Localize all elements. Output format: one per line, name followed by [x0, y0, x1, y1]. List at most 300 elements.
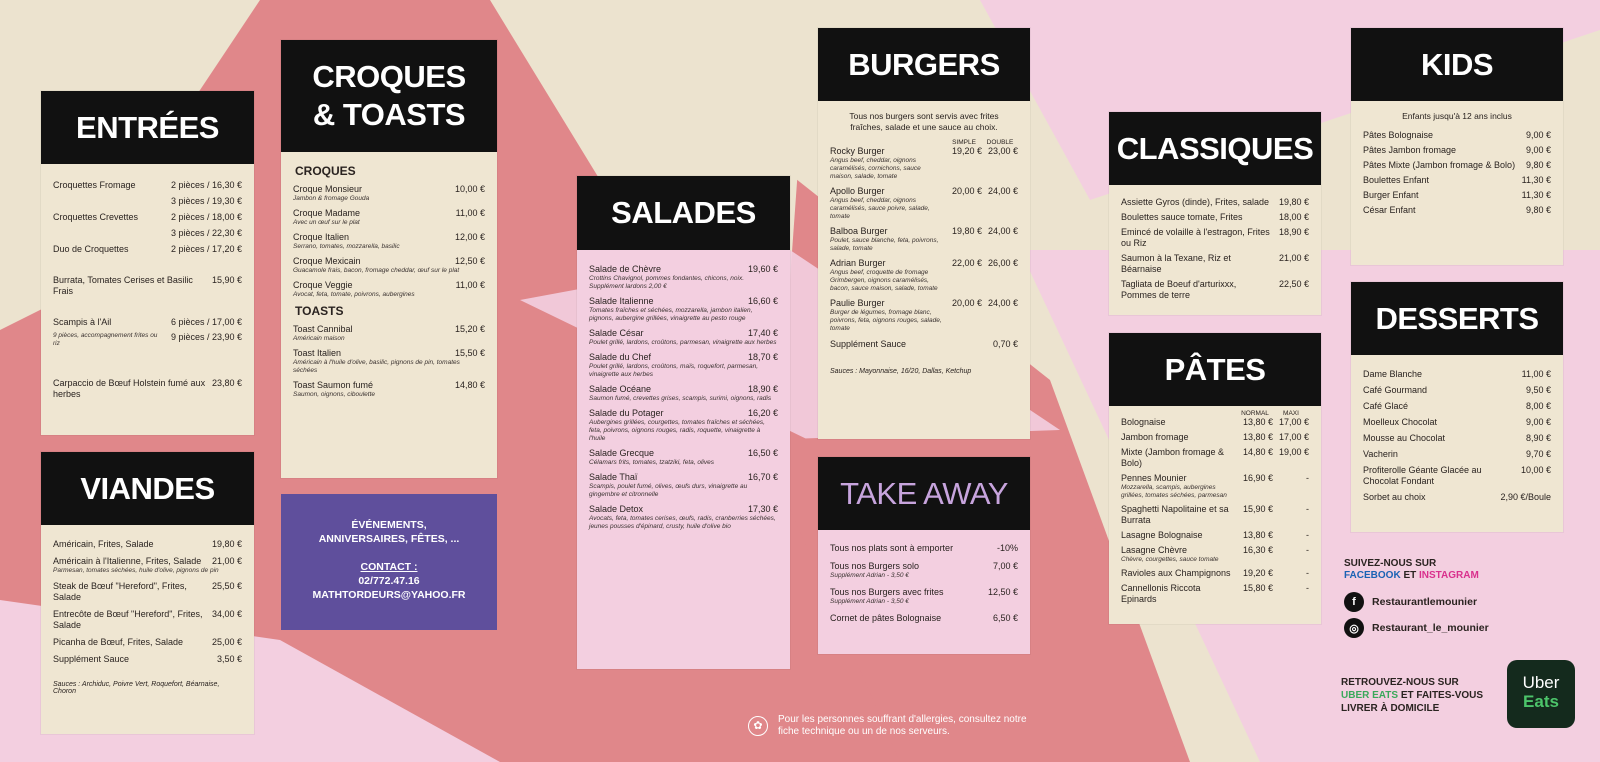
menu-item [1363, 205, 1551, 216]
item-row [589, 408, 778, 419]
menu-item [53, 654, 242, 665]
item-row [1121, 227, 1309, 249]
contact-phone[interactable]: 02/772.47.16 [358, 575, 420, 587]
item-name: Salade du Chef [589, 352, 652, 362]
menu-item [1363, 433, 1551, 444]
item-name: Burger Enfant [1363, 190, 1419, 200]
item-row [589, 296, 778, 307]
item-name: Dame Blanche [1363, 369, 1423, 379]
menu-item [293, 232, 485, 251]
item-name: Paulie Burger [830, 298, 885, 308]
menu-item [1363, 449, 1551, 460]
item-name: Croque Madame [293, 208, 361, 218]
item-price: 9,00 € [1525, 145, 1551, 155]
item-row [1363, 401, 1551, 412]
item-price: 10,00 € [454, 184, 485, 194]
menu-item [1363, 160, 1551, 171]
item-name: Croque Veggie [293, 280, 353, 290]
menu-item [53, 228, 242, 239]
item-name: Croque Mexicain [293, 256, 361, 266]
menu-item [830, 226, 1018, 253]
menu-item [589, 328, 778, 347]
burgers-title: BURGERS [818, 28, 1030, 101]
viandes-footer: Sauces : Archiduc, Poivre Vert, Roquefort, Béarnaise, Choron [53, 681, 220, 695]
item-row [589, 352, 778, 363]
item-row [1363, 449, 1551, 460]
entrees-list [41, 164, 254, 406]
item-price-maxi: - [1306, 504, 1309, 514]
item-name: Salade du Potager [589, 408, 664, 418]
item-price: 9,80 € [1525, 160, 1551, 170]
item-row [1363, 369, 1551, 380]
instagram-link[interactable] [1344, 618, 1574, 638]
social-facebook-word: FACEBOOK [1344, 570, 1401, 581]
item-row [1121, 473, 1309, 484]
contact-email[interactable]: MATHTORDEURS@YAHOO.FR [312, 589, 466, 601]
menu-item [830, 587, 1018, 606]
item-row [293, 280, 485, 291]
item-description: Burger de légumes, fromage blanc, poivrons, feta, oignons rouges, salade, tomate [830, 309, 942, 332]
item-row [53, 539, 242, 550]
item-price-double: 24,00 € [987, 226, 1018, 236]
menu-item [1121, 279, 1309, 301]
uber-eats-logo[interactable] [1507, 660, 1575, 728]
item-name: Vacherin [1363, 449, 1398, 459]
social-line1: SUIVEZ-NOUS SUR [1344, 558, 1437, 569]
item-name: Scampis à l'Ail [53, 317, 112, 327]
menu-item [53, 637, 242, 648]
item-description: Poulet grillé, lardons, croûtons, parmesan, vinaigrette aux herbes [589, 339, 777, 346]
item-name: Tous nos plats sont à emporter [830, 543, 954, 553]
menu-item [589, 408, 778, 443]
item-row [53, 609, 242, 631]
item-name: Pâtes Jambon fromage [1363, 145, 1457, 155]
item-price-maxi: 19,00 € [1278, 447, 1309, 457]
item-name: Tagliata de Boeuf d'arturixxx, Pommes de terre [1121, 279, 1237, 300]
item-price-normal: 13,80 € [1242, 417, 1273, 427]
menu-item [53, 212, 242, 223]
item-name: Croque Italien [293, 232, 350, 242]
item-description: Américain à l'huile d'olive, basilic, pignons de pin, tomates séchées [293, 359, 460, 374]
item-price: 18,70 € [747, 352, 778, 362]
item-name: Salade de Chèvre [589, 264, 662, 274]
item-row [293, 324, 485, 335]
item-name: Boulettes sauce tomate, Frites [1121, 212, 1243, 222]
menu-item [589, 352, 778, 379]
facebook-handle: Restaurantlemounier [1372, 596, 1478, 608]
menu-item [1121, 253, 1309, 275]
item-name: Salade Thaï [589, 472, 638, 482]
item-price-normal: 15,90 € [1242, 504, 1273, 514]
events-line1: ÉVÉNEMENTS, [351, 519, 427, 531]
item-name: Salade Océane [589, 384, 652, 394]
item-name: Supplément Sauce [53, 654, 130, 664]
burgers-intro: Tous nos burgers sont servis avec frites fraîches, salade et une sauce au choix. [849, 111, 999, 132]
social-block [1344, 558, 1574, 638]
instagram-handle: Restaurant_le_mounier [1372, 622, 1489, 634]
item-name: Pennes Mounier [1121, 473, 1187, 483]
classiques-title: CLASSIQUES [1109, 112, 1321, 185]
item-row [589, 384, 778, 395]
desserts-list [1351, 355, 1563, 514]
item-price: 19,60 € [747, 264, 778, 274]
item-price: 9,50 € [1525, 385, 1551, 395]
item-price: 15,50 € [454, 348, 485, 358]
item-price-normal: 15,80 € [1242, 583, 1273, 593]
uber-text [1341, 676, 1501, 715]
item-description: Serrano, tomates, mozzarella, basilic [293, 243, 400, 250]
menu-item [293, 256, 485, 275]
item-description: Saumon fumé, crevettes grises, scampis, surimi, oignons, radis [589, 395, 772, 402]
item-row [1363, 492, 1551, 503]
viandes-list [41, 525, 254, 701]
item-name: Supplément Sauce [830, 339, 907, 349]
events-line2: ANNIVERSAIRES, FÊTES, ... [318, 533, 460, 545]
item-name: Mixte (Jambon fromage & Bolo) [1121, 447, 1225, 468]
item-name: Mousse au Chocolat [1363, 433, 1446, 443]
item-name: Steak de Bœuf "Hereford", Frites, Salade [53, 581, 187, 602]
burgers-list [818, 101, 1030, 381]
item-name: Balboa Burger [830, 226, 888, 236]
croques-title [281, 40, 497, 152]
item-description: Mozzarella, scampis, aubergines grillées, tomates séchées, parmesan [1121, 484, 1227, 499]
item-price: 11,00 € [1521, 369, 1551, 379]
item-row [293, 380, 485, 391]
classiques-card [1109, 112, 1321, 315]
item-price: 16,20 € [747, 408, 778, 418]
item-price: 7,00 € [992, 561, 1018, 571]
item-price: 21,00 € [211, 556, 242, 566]
menu-item [53, 244, 242, 255]
item-row [1363, 465, 1551, 487]
facebook-icon: f [1344, 592, 1364, 612]
item-description: Poulet grillé, lardons, croûtons, maïs, roquefort, parmesan, vinaigrette aux herbes [589, 363, 759, 378]
item-row [293, 184, 485, 195]
item-name: Salade Detox [589, 504, 644, 514]
viandes-title: VIANDES [41, 452, 254, 525]
item-price: 2 pièces / 16,30 € [170, 180, 242, 190]
events-box [281, 494, 497, 630]
item-price: 11,30 € [1521, 175, 1551, 185]
menu-item [293, 348, 485, 375]
item-row [1121, 432, 1309, 443]
burgers-footer: Sauces : Mayonnaise, 16/20, Dallas, Ketchup [830, 368, 972, 375]
item-description: Américain maison [293, 335, 345, 342]
item-description: Célamars frits, tomates, tzatziki, feta, olives [589, 459, 714, 466]
pates-title: PÂTES [1109, 333, 1321, 406]
item-price-normal: 16,30 € [1242, 545, 1273, 555]
facebook-link[interactable] [1344, 592, 1574, 612]
item-row [1363, 433, 1551, 444]
item-price: 6 pièces / 17,00 € [170, 317, 242, 327]
menu-item [830, 186, 1018, 221]
item-description: Parmesan, tomates séchées, huile d'olive, pignons de pin [53, 567, 219, 574]
item-description: Avocats, feta, tomates cerises, œufs, radis, cranberries séchées, jeunes pousses d'épinard, crusty, huile d'olive bio [589, 515, 776, 530]
item-name: Café Gourmand [1363, 385, 1428, 395]
desserts-title: DESSERTS [1351, 282, 1563, 355]
item-price: 3 pièces / 19,30 € [170, 196, 242, 206]
item-name: Bolognaise [1121, 417, 1166, 427]
item-row [589, 504, 778, 515]
item-row [589, 448, 778, 459]
item-price-simple: 19,80 € [951, 226, 982, 236]
contact-label: CONTACT : [360, 561, 418, 573]
item-price: 2,90 €/Boule [1500, 492, 1551, 502]
menu-item [1121, 447, 1309, 469]
item-price: 14,80 € [454, 380, 485, 390]
item-row [830, 226, 1018, 237]
item-row [830, 613, 1018, 624]
item-row [1363, 130, 1551, 141]
menu-item [53, 196, 242, 207]
item-price: 9,80 € [1525, 205, 1551, 215]
item-price: 25,00 € [211, 637, 242, 647]
item-price: 3,50 € [216, 654, 242, 664]
item-name: Toast Italien [293, 348, 342, 358]
menu-item [589, 264, 778, 291]
item-row [1121, 253, 1309, 275]
item-description: Crottins Chavignol, pommes fondantes, chicons, noix. Supplément lardons 2,00 € [589, 275, 744, 290]
uber-logo-bottom: Eats [1523, 692, 1559, 711]
item-price: 11,30 € [1521, 190, 1551, 200]
uber-line2: ET FAITES-VOUS [1400, 690, 1484, 701]
item-price: 11,00 € [455, 208, 485, 218]
menu-item [1121, 568, 1309, 579]
item-name: Boulettes Enfant [1363, 175, 1430, 185]
item-row [1363, 385, 1551, 396]
item-row [1363, 190, 1551, 201]
menu-item [293, 380, 485, 399]
menu-item [1121, 197, 1309, 208]
takeaway-title: TAKE AWAY [818, 457, 1030, 530]
item-price: 2 pièces / 18,00 € [170, 212, 242, 222]
menu-item [830, 561, 1018, 580]
menu-item [830, 298, 1018, 333]
item-name: Cornet de pâtes Bolognaise [830, 613, 942, 623]
pates-col-normal: NORMAL [1241, 410, 1269, 417]
item-price: 15,20 € [454, 324, 485, 334]
kids-card [1351, 28, 1563, 265]
croques-list [281, 152, 497, 410]
salades-list [577, 250, 790, 542]
item-price-maxi: 17,00 € [1278, 432, 1309, 442]
menu-item [1363, 369, 1551, 380]
item-name: Adrian Burger [830, 258, 886, 268]
item-name: Moelleux Chocolat [1363, 417, 1438, 427]
item-name: Américain à l'Italienne, Frites, Salade [53, 556, 202, 566]
burgers-col-simple: SIMPLE [952, 139, 976, 146]
menu-item [1121, 504, 1309, 526]
item-price-normal: 16,90 € [1242, 473, 1273, 483]
item-name: Salade Italienne [589, 296, 654, 306]
viandes-card [41, 452, 254, 734]
item-description: Angus beef, cheddar, oignons caramélisés, sauce poivre, salade, tomate [830, 197, 930, 220]
menu-item [53, 581, 242, 603]
item-description: Saumon, oignons, ciboulette [293, 391, 376, 398]
item-price: 17,30 € [747, 504, 778, 514]
item-row [293, 232, 485, 243]
item-name: Croquettes Crevettes [53, 212, 139, 222]
item-row [589, 264, 778, 275]
menu-item [53, 378, 242, 400]
item-price-double: 24,00 € [987, 186, 1018, 196]
menu-item [1121, 545, 1309, 564]
item-price: 22,50 € [1278, 279, 1309, 289]
item-row [53, 581, 242, 603]
menu-item [1363, 465, 1551, 487]
item-name: Croque Monsieur [293, 184, 363, 194]
item-name: Apollo Burger [830, 186, 885, 196]
menu-item [830, 146, 1018, 181]
item-name: Saumon à la Texane, Riz et Béarnaise [1121, 253, 1231, 274]
item-description: Avec un œuf sur le plat [293, 219, 360, 226]
item-row [1363, 205, 1551, 216]
item-price-simple: 20,00 € [951, 298, 982, 308]
menu-item [53, 609, 242, 631]
item-price: 6,50 € [992, 613, 1018, 623]
menu-item [1121, 583, 1309, 605]
menu-item [589, 296, 778, 323]
item-price: 12,50 € [454, 256, 485, 266]
menu-item [1121, 417, 1309, 428]
menu-item [1363, 417, 1551, 428]
item-price: 9,70 € [1525, 449, 1551, 459]
item-row [830, 146, 1018, 157]
item-row [830, 186, 1018, 197]
item-row [53, 556, 242, 567]
item-row [53, 654, 242, 665]
social-et: ET [1403, 570, 1417, 581]
item-price-maxi: - [1306, 545, 1309, 555]
item-name: Café Glacé [1363, 401, 1409, 411]
item-row [830, 543, 1018, 554]
pates-col-maxi: MAXI [1283, 410, 1299, 417]
menu-item [53, 180, 242, 191]
item-description: Angus beef, croquette de fromage Grimbergen, oignons caramélisés, bacon, sauce maison, salade, tomate [830, 269, 938, 292]
menu-item [293, 280, 485, 299]
item-row [830, 258, 1018, 269]
menu-item [53, 317, 242, 328]
item-price-maxi: - [1306, 583, 1309, 593]
item-price: 21,00 € [1278, 253, 1309, 263]
item-price: -10% [996, 543, 1018, 553]
item-description: Angus beef, cheddar, oignons caramélisés, cornichons, sauce maison, salade, tomate [830, 157, 921, 180]
desserts-card [1351, 282, 1563, 532]
item-price: 8,90 € [1525, 433, 1551, 443]
kids-intro: Enfants jusqu'à 12 ans inclus [1402, 111, 1512, 121]
salades-title: SALADES [577, 176, 790, 250]
instagram-icon: ◎ [1344, 618, 1364, 638]
item-row [1121, 568, 1309, 579]
item-row [589, 328, 778, 339]
kids-list [1351, 101, 1563, 226]
item-name: Toast Saumon fumé [293, 380, 374, 390]
item-name: Salade Grecque [589, 448, 655, 458]
item-description: Avocat, feta, tomate, poivrons, aubergines [293, 291, 415, 298]
item-price-maxi: - [1306, 568, 1309, 578]
item-name: Profiterolle Géante Glacée au Chocolat Fondant [1363, 465, 1482, 486]
menu-item [1121, 212, 1309, 223]
menu-item [53, 539, 242, 550]
item-row [1121, 530, 1309, 541]
item-name: Salade César [589, 328, 644, 338]
item-price: 9 pièces / 23,90 € [170, 332, 242, 342]
uber-logo-top: Uber [1522, 673, 1560, 692]
item-price: 12,50 € [987, 587, 1018, 597]
allergy-note [748, 714, 1027, 738]
item-row [589, 472, 778, 483]
item-name: Américain, Frites, Salade [53, 539, 154, 549]
item-price-normal: 13,80 € [1242, 530, 1273, 540]
item-price: 9,00 € [1525, 417, 1551, 427]
item-description: Tomates fraîches et séchées, mozzarella, jambon italien, pignons, aubergine grillées, vinaigrette au pesto rouge [589, 307, 753, 322]
item-price: 9,00 € [1525, 130, 1551, 140]
item-description: Jambon & fromage Gouda [293, 195, 370, 202]
item-price: 16,60 € [747, 296, 778, 306]
menu-item [1121, 473, 1309, 500]
item-price-maxi: - [1306, 530, 1309, 540]
item-price-maxi: 17,00 € [1278, 417, 1309, 427]
item-price-double: 26,00 € [987, 258, 1018, 268]
item-price-normal: 14,80 € [1242, 447, 1273, 457]
allergy-icon: ✿ [748, 716, 768, 736]
menu-item [293, 324, 485, 343]
menu-item [589, 384, 778, 403]
item-price: 18,90 € [747, 384, 778, 394]
item-price-normal: 19,20 € [1242, 568, 1273, 578]
salades-card [577, 176, 790, 669]
item-price: 19,80 € [211, 539, 242, 549]
item-name: Entrecôte de Bœuf "Hereford", Frites, Salade [53, 609, 203, 630]
croques-title-line1: CROQUES [312, 59, 466, 94]
item-name: Assiette Gyros (dinde), Frites, salade [1121, 197, 1270, 207]
menu-item [830, 258, 1018, 293]
item-description: Supplément Adrian - 3,50 € [830, 598, 909, 605]
uber-eats-word: UBER EATS [1341, 690, 1399, 701]
item-name: Lasagne Chèvre [1121, 545, 1188, 555]
pates-list [1109, 406, 1321, 615]
item-price: 3 pièces / 22,30 € [170, 228, 242, 238]
item-name: Lasagne Bolognaise [1121, 530, 1203, 540]
item-row [1363, 145, 1551, 156]
item-price-double: 24,00 € [987, 298, 1018, 308]
item-price: 17,40 € [747, 328, 778, 338]
item-name: Tous nos Burgers solo [830, 561, 920, 571]
takeaway-list [818, 530, 1030, 637]
croques-section-title: CROQUES [295, 164, 356, 178]
menu-item [1363, 492, 1551, 503]
item-price-normal: 13,80 € [1242, 432, 1273, 442]
allergy-line1: Pour les personnes souffrant d'allergies, consultez notre [778, 714, 1027, 725]
burgers-supplement-row [830, 339, 1018, 350]
menu-item [53, 275, 242, 297]
item-price: 34,00 € [211, 609, 242, 619]
item-name: Cannellonis Riccota Epinards [1121, 583, 1201, 604]
item-name: Carpaccio de Bœuf Holstein fumé aux herbes [53, 378, 206, 399]
item-row [1121, 417, 1309, 428]
item-name: Emincé de volaille à l'estragon, Frites ou Riz [1121, 227, 1270, 248]
item-row [1121, 545, 1309, 556]
menu-item [589, 504, 778, 531]
item-price: 11,00 € [455, 280, 485, 290]
pates-card [1109, 333, 1321, 624]
kids-title: KIDS [1351, 28, 1563, 101]
menu-item [1121, 227, 1309, 249]
item-price: 16,70 € [747, 472, 778, 482]
takeaway-card [818, 457, 1030, 654]
item-description: Supplément Adrian - 3,50 € [830, 572, 909, 579]
item-name: César Enfant [1363, 205, 1416, 215]
